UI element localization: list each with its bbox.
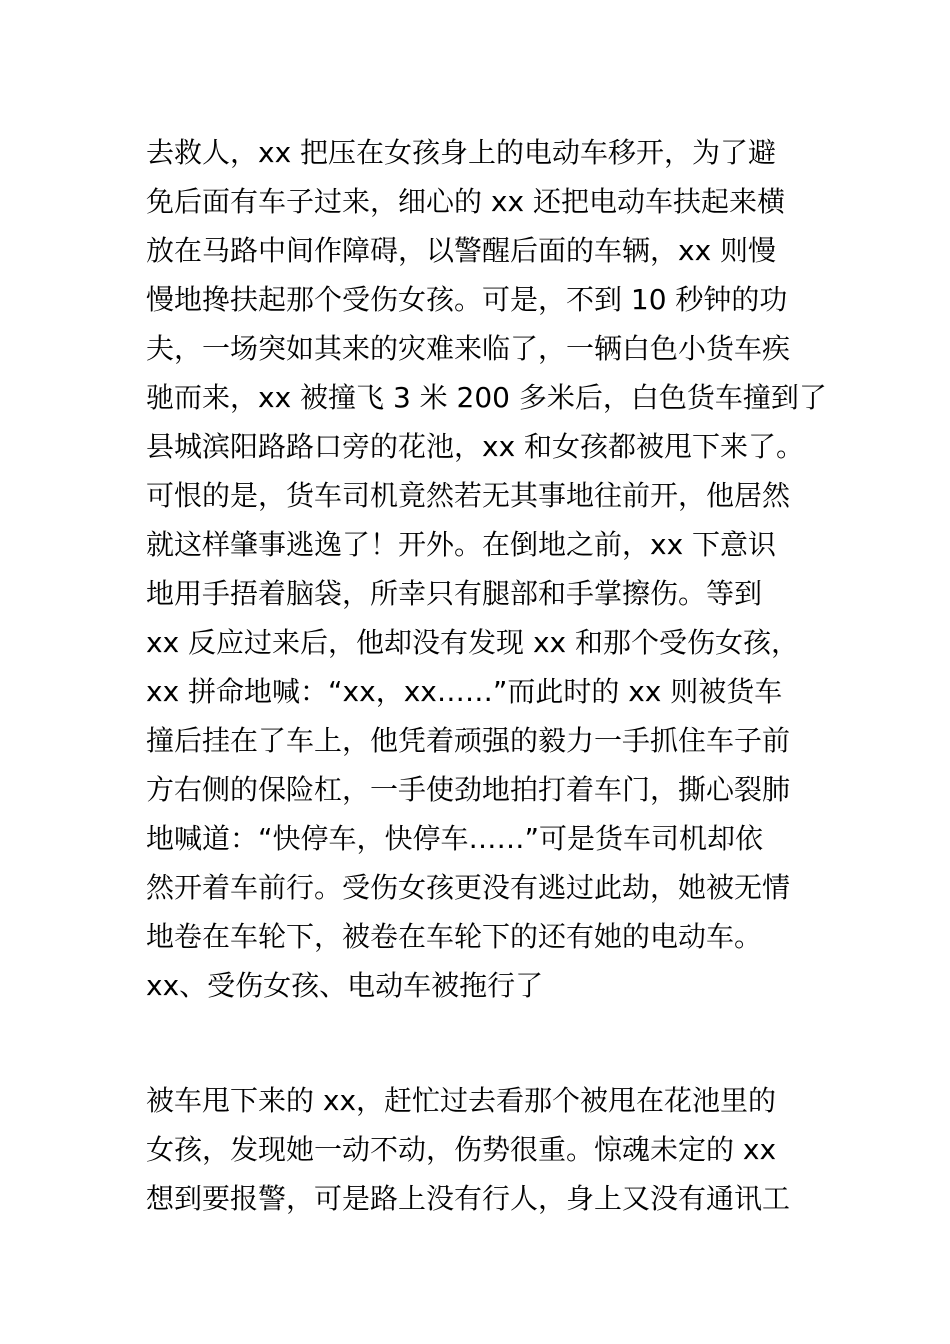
text-line: 想到要报警，可是路上没有行人，身上又没有通讯工	[146, 1182, 791, 1215]
text-line: 方右侧的保险杠，一手使劲地拍打着车门，撕心裂肺	[146, 773, 791, 806]
text-line: 放在马路中间作障碍，以警醒后面的车辆，xx 则慢	[146, 234, 777, 267]
text-line: 地喊道：“快停车，快停车……”可是货车司机却依	[146, 822, 764, 855]
text-line: 撞后挂在了车上，他凭着顽强的毅力一手抓住车子前	[146, 724, 791, 757]
text-line: 地用手捂着脑袋，所幸只有腿部和手掌擦伤。等到	[146, 577, 763, 610]
text-line: xx 拼命地喊：“xx，xx……”而此时的 xx 则被货车	[146, 675, 783, 708]
text-line: 可恨的是，货车司机竟然若无其事地往前开，他居然	[146, 479, 791, 512]
text-line: 县城滨阳路路口旁的花池，xx 和女孩都被甩下来了。	[146, 430, 805, 463]
paragraph-1	[146, 128, 826, 1010]
text-line: 慢地搀扶起那个受伤女孩。可是，不到 10 秒钟的功	[146, 283, 788, 316]
text-line: 驰而来，xx 被撞飞 3 米 200 多米后，白色货车撞到了	[146, 381, 827, 414]
text-line: 去救人，xx 把压在女孩身上的电动车移开，为了避	[146, 136, 777, 169]
text-line: 免后面有车子过来，细心的 xx 还把电动车扶起来横	[146, 185, 785, 218]
text-line: xx 反应过来后，他却没有发现 xx 和那个受伤女孩，	[146, 626, 799, 659]
text-line: 然开着车前行。受伤女孩更没有逃过此劫，她被无情	[146, 871, 791, 904]
paragraph-2	[146, 1076, 826, 1223]
text-line: 女孩，发现她一动不动，伤势很重。惊魂未定的 xx	[146, 1133, 777, 1166]
text-line: 就这样肇事逃逸了！开外。在倒地之前，xx 下意识	[146, 528, 777, 561]
text-line: 地卷在车轮下，被卷在车轮下的还有她的电动车。	[146, 920, 763, 953]
text-line: 夫，一场突如其来的灾难来临了，一辆白色小货车疾	[146, 332, 791, 365]
text-line: xx、受伤女孩、电动车被拖行了	[146, 969, 544, 1002]
text-line: 被车甩下来的 xx，赶忙过去看那个被甩在花池里的	[146, 1084, 777, 1117]
